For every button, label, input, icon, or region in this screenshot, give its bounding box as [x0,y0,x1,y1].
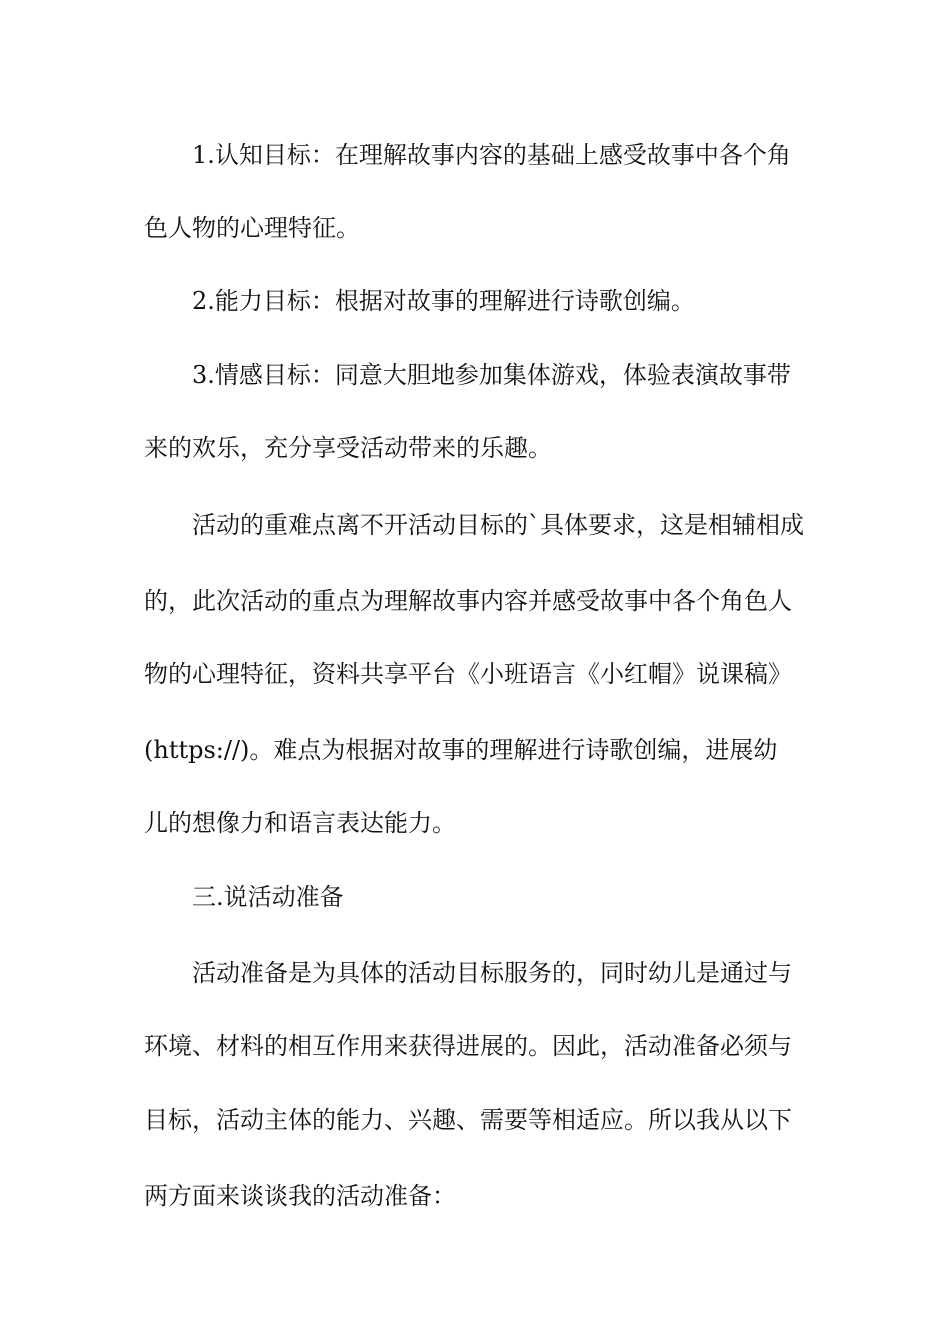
paragraph-key-points-line-1: 活动的重难点离不开活动目标的`具体要求，这是相辅相成 [192,511,804,539]
paragraph-key-points-line-3: 物的心理特征，资料共享平台《小班语言《小红帽》说课稿》 [144,660,792,688]
paragraph-cognitive-goal-line-2: 色人物的心理特征。 [144,214,360,242]
paragraph-preparation-line-2: 环境、材料的相互作用来获得进展的。因此，活动准备必须与 [144,1032,792,1060]
paragraph-preparation-line-3: 目标，活动主体的能力、兴趣、需要等相适应。所以我从以下 [144,1106,792,1134]
paragraph-preparation-line-4: 两方面来谈谈我的活动准备： [144,1182,456,1210]
paragraph-ability-goal: 2.能力目标：根据对故事的理解进行诗歌创编。 [192,287,695,315]
paragraph-key-points-line-2: 的，此次活动的重点为理解故事内容并感受故事中各个角色人 [144,587,792,615]
paragraph-cognitive-goal-line-1: 1.认知目标：在理解故事内容的基础上感受故事中各个角 [192,141,791,169]
paragraph-key-points-line-5: 儿的想像力和语言表达能力。 [144,809,456,837]
paragraph-preparation-line-1: 活动准备是为具体的活动目标服务的，同时幼儿是通过与 [192,959,792,987]
section-heading-activity-preparation: 三.说活动准备 [192,883,344,911]
paragraph-emotion-goal-line-2: 来的欢乐，充分享受活动带来的乐趣。 [144,434,552,462]
paragraph-emotion-goal-line-1: 3.情感目标：同意大胆地参加集体游戏，体验表演故事带 [192,361,791,389]
paragraph-key-points-line-4: (https://)。难点为根据对故事的理解进行诗歌创编，进展幼 [144,736,778,764]
